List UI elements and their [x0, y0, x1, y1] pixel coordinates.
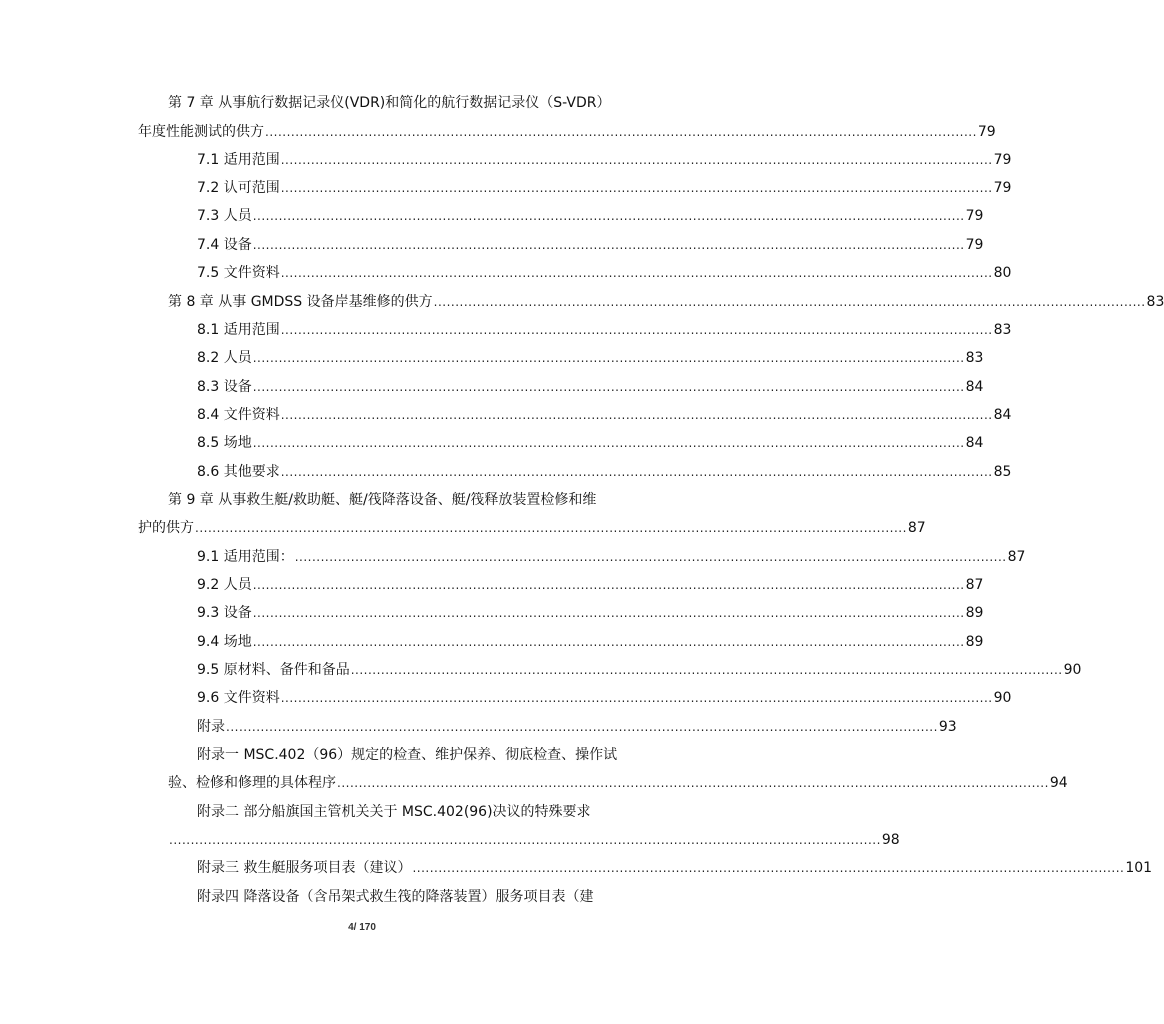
toc-entry-9-4[interactable]	[197, 631, 984, 653]
leader-dots: .....................................................................................................................................................................	[252, 436, 965, 450]
toc-label: 护的供方	[138, 520, 194, 536]
leader-dots: .....................................................................................................................................................................	[252, 209, 965, 223]
leader-dots: .....................................................................................................................................................................	[337, 776, 1049, 790]
leader-dots: .....................................................................................................................................................................	[252, 578, 965, 592]
page-indicator: 4/ 170	[348, 922, 376, 933]
toc-entry-9-1[interactable]	[197, 546, 1026, 568]
leader-dots: .....................................................................................................................................................................	[280, 266, 993, 280]
toc-label: 第 7 章 从事航行数据记录仪(VDR)和简化的航行数据记录仪（S-VDR）	[168, 95, 611, 111]
toc-entry-8-6[interactable]	[197, 461, 1012, 483]
toc-label: 8.4 文件资料	[197, 407, 280, 423]
leader-dots: .....................................................................................................................................................................	[280, 153, 993, 167]
toc-entry-appendix-1-cont[interactable]	[168, 772, 1068, 794]
toc-entry-appendix-2[interactable]	[197, 801, 616, 823]
toc-label: 9.5 原材料、备件和备品	[197, 662, 350, 678]
toc-label: 8.6 其他要求	[197, 464, 280, 480]
toc-page-number: 87	[907, 520, 926, 536]
toc-page-number: 83	[1146, 294, 1164, 310]
leader-dots: .....................................................................................................................................................................	[350, 663, 1063, 677]
leader-dots: .....................................................................................................................................................................	[280, 408, 993, 422]
toc-entry-7-1[interactable]	[197, 149, 1012, 171]
toc-entry-8-3[interactable]	[197, 376, 984, 398]
toc-label: 第 9 章 从事救生艇/救助艇、艇/筏降落设备、艇/筏释放装置检修和维	[168, 492, 597, 508]
toc-page-number: 79	[993, 152, 1012, 168]
toc-page-number: 83	[965, 350, 984, 366]
toc-label: 8.3 设备	[197, 379, 252, 395]
toc-entry-chapter-8[interactable]	[168, 291, 1164, 313]
toc-entry-appendix-2-cont[interactable]	[168, 829, 900, 851]
toc-page-number: 87	[965, 577, 984, 593]
toc-page-number: 83	[993, 322, 1012, 338]
toc-entry-8-1[interactable]	[197, 319, 1012, 341]
leader-dots: .....................................................................................................................................................................	[294, 550, 1007, 564]
leader-dots: .....................................................................................................................................................................	[280, 691, 993, 705]
toc-page-number: 79	[993, 180, 1012, 196]
toc-entry-7-5[interactable]	[197, 262, 1012, 284]
leader-dots: .....................................................................................................................................................................	[280, 323, 993, 337]
toc-label: 第 8 章 从事 GMDSS 设备岸基维修的供方	[168, 294, 433, 310]
toc-label: 8.5 场地	[197, 435, 252, 451]
leader-dots: .....................................................................................................................................................................	[252, 635, 965, 649]
leader-dots: .....................................................................................................................................................................	[252, 380, 965, 394]
toc-label: 9.4 场地	[197, 634, 252, 650]
leader-dots: .....................................................................................................................................................................	[252, 351, 965, 365]
toc-entry-8-4[interactable]	[197, 404, 1012, 426]
toc-entry-7-2[interactable]	[197, 177, 1012, 199]
toc-page-number: 84	[965, 435, 984, 451]
leader-dots: .....................................................................................................................................................................	[280, 181, 993, 195]
toc-page-number: 84	[993, 407, 1012, 423]
toc-page-number: 89	[965, 634, 984, 650]
toc-entry-chapter-7[interactable]	[168, 92, 611, 114]
leader-dots: .....................................................................................................................................................................	[169, 833, 881, 847]
toc-entry-9-6[interactable]	[197, 687, 1012, 709]
leader-dots: .....................................................................................................................................................................	[433, 295, 1146, 309]
toc-page-number: 85	[993, 464, 1012, 480]
toc-page-number: 98	[881, 832, 900, 848]
toc-label: 9.2 人员	[197, 577, 252, 593]
toc-label: 7.5 文件资料	[197, 265, 280, 281]
toc-entry-8-2[interactable]	[197, 347, 984, 369]
toc-label: 7.2 认可范围	[197, 180, 280, 196]
toc-page-number: 89	[965, 605, 984, 621]
leader-dots: .....................................................................................................................................................................	[412, 861, 1125, 875]
toc-label: 年度性能测试的供方	[138, 124, 264, 140]
toc-page-number: 79	[965, 208, 984, 224]
toc-label: 7.1 适用范围	[197, 152, 280, 168]
toc-page-number: 93	[938, 719, 957, 735]
toc-label: 附录三 救生艇服务项目表（建议）	[197, 860, 412, 876]
toc-label: 附录一 MSC.402（96）规定的检查、维护保养、彻底检查、操作试	[197, 747, 618, 763]
toc-label: 附录四 降落设备（含吊架式救生筏的降落装置）服务项目表（建	[197, 889, 594, 905]
toc-label: 8.1 适用范围	[197, 322, 280, 338]
toc-page-number: 101	[1125, 860, 1153, 876]
leader-dots: .....................................................................................................................................................................	[195, 521, 907, 535]
toc-label: 9.6 文件资料	[197, 690, 280, 706]
toc-entry-appendix-4[interactable]	[197, 886, 616, 908]
toc-entry-appendix[interactable]	[197, 716, 957, 738]
toc-entry-9-2[interactable]	[197, 574, 984, 596]
toc-page-number: 94	[1049, 775, 1068, 791]
toc-page-number: 90	[993, 690, 1012, 706]
toc-page-number: 79	[977, 124, 996, 140]
toc-label: 附录二 部分船旗国主管机关关于 MSC.402(96)决议的特殊要求	[197, 804, 591, 820]
toc-entry-appendix-3[interactable]	[197, 857, 1153, 879]
leader-dots: .....................................................................................................................................................................	[226, 720, 938, 734]
toc-page-number: 84	[965, 379, 984, 395]
toc-entry-appendix-1[interactable]	[197, 744, 616, 766]
toc-label: 7.4 设备	[197, 237, 252, 253]
toc-entry-chapter-7-cont[interactable]	[138, 121, 996, 143]
leader-dots: .....................................................................................................................................................................	[280, 465, 993, 479]
leader-dots: .....................................................................................................................................................................	[252, 238, 965, 252]
toc-label: 验、检修和修理的具体程序	[168, 775, 336, 791]
toc-label: 附录	[197, 719, 225, 735]
toc-label: 9.3 设备	[197, 605, 252, 621]
toc-entry-7-3[interactable]	[197, 205, 984, 227]
toc-label: 8.2 人员	[197, 350, 252, 366]
leader-dots: .....................................................................................................................................................................	[252, 606, 965, 620]
toc-entry-chapter-9-cont[interactable]	[138, 517, 926, 539]
toc-entry-chapter-9[interactable]	[168, 489, 616, 511]
toc-entry-9-5[interactable]	[197, 659, 1082, 681]
toc-page-number: 79	[965, 237, 984, 253]
toc-page-number: 90	[1063, 662, 1082, 678]
toc-page-number: 80	[993, 265, 1012, 281]
toc-label: 7.3 人员	[197, 208, 252, 224]
toc-label: 9.1 适用范围：	[197, 549, 294, 565]
toc-page-number: 87	[1007, 549, 1026, 565]
toc-entry-8-5[interactable]	[197, 432, 984, 454]
leader-dots: .....................................................................................................................................................................	[265, 125, 977, 139]
toc-entry-7-4[interactable]	[197, 234, 984, 256]
toc-entry-9-3[interactable]	[197, 602, 984, 624]
